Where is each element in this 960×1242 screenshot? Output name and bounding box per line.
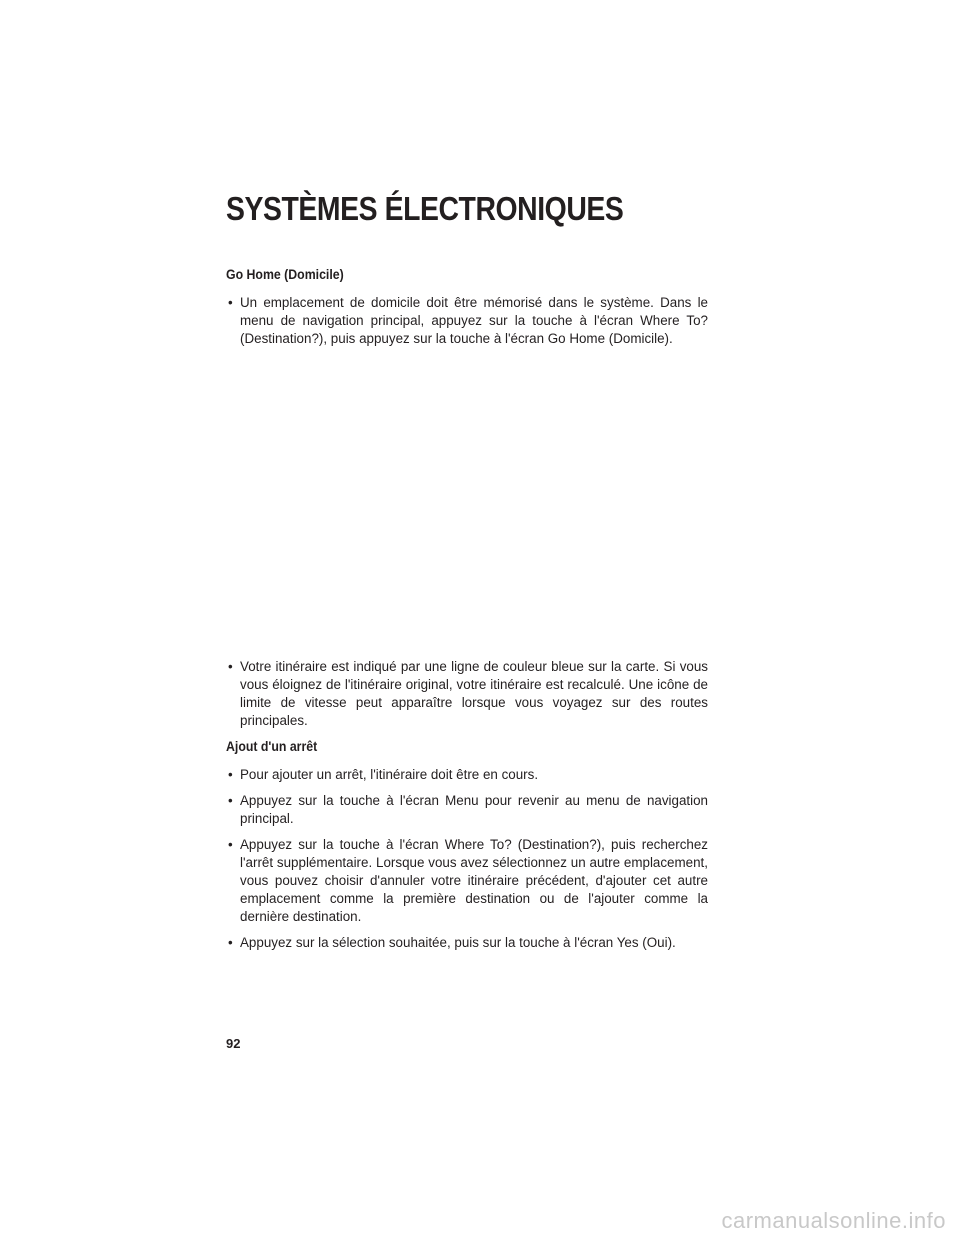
list-item-text: Appuyez sur la sélection souhaitée, puis sur la touche à l'écran Yes (Oui). bbox=[240, 935, 676, 950]
list-item-text: Appuyez sur la touche à l'écran Menu pour revenir au menu de navigation principal. bbox=[240, 793, 708, 826]
bullet-icon: • bbox=[228, 659, 233, 674]
watermark: carmanualsonline.info bbox=[721, 1208, 946, 1233]
bullet-icon: • bbox=[228, 935, 233, 950]
section-heading-add-stop: Ajout d'un arrêt bbox=[226, 739, 318, 754]
section-heading-go-home: Go Home (Domicile) bbox=[226, 267, 344, 282]
bullet-icon: • bbox=[228, 837, 233, 852]
list-item bbox=[226, 836, 708, 926]
list-item-text: Un emplacement de domicile doit être mémorisé dans le système. Dans le menu de navigation principal, appuyez sur la touche à l'écran Where To? (Destination?), puis appuyez sur la touche à l'écran Go Home (Domicile). bbox=[240, 295, 708, 346]
list-item bbox=[226, 792, 708, 828]
list-item bbox=[226, 934, 708, 952]
list-item-text: Pour ajouter un arrêt, l'itinéraire doit être en cours. bbox=[240, 767, 539, 782]
list-item bbox=[226, 766, 708, 784]
bullet-icon: • bbox=[228, 295, 233, 310]
image-placeholder bbox=[226, 356, 708, 658]
page-title: SYSTÈMES ÉLECTRONIQUES bbox=[226, 190, 624, 227]
list-item-text: Votre itinéraire est indiqué par une ligne de couleur bleue sur la carte. Si vous vous éloignez de l'itinéraire original, votre itinéraire est recalculé. Une icône de limite de vitesse peut apparaître lorsque vous voyagez sur des routes principales. bbox=[240, 659, 708, 728]
list-item bbox=[226, 658, 708, 730]
list-item bbox=[226, 294, 708, 348]
bullet-icon: • bbox=[228, 767, 233, 782]
bullet-icon: • bbox=[228, 793, 233, 808]
list-item-text: Appuyez sur la touche à l'écran Where To? (Destination?), puis recherchez l'arrêt supplémentaire. Lorsque vous avez sélectionnez un autre emplacement, vous pouvez choisir d'annuler votre itinéraire précédent, d'ajouter cet autre emplacement comme la première destination ou de l'ajouter comme la dernière destination. bbox=[240, 837, 708, 924]
page-number: 92 bbox=[226, 1036, 241, 1051]
page-content bbox=[226, 266, 708, 960]
